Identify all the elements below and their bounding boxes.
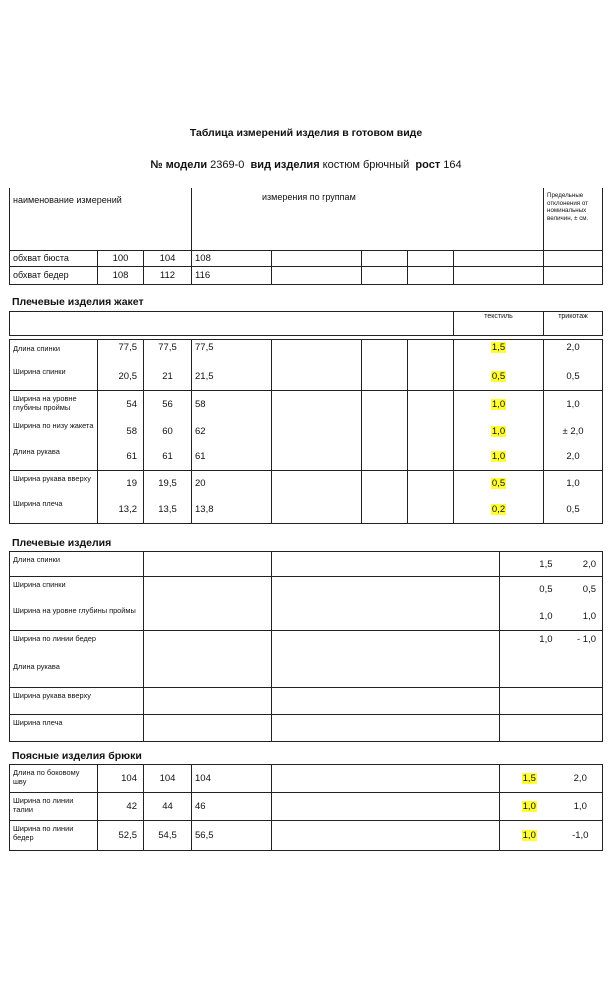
textile-value: 1,5: [522, 773, 536, 784]
table-row: [10, 266, 603, 284]
textile-cell: [454, 470, 544, 496]
value-cell: 20,5: [98, 364, 144, 390]
value-cell: 54,5: [144, 821, 192, 851]
model-label: № модели: [150, 159, 208, 171]
textile-value: 0,2: [491, 503, 506, 515]
textile-cell: 1,5: [500, 552, 559, 577]
textile-value: 1,0: [491, 451, 506, 463]
value-cell: 77,5: [192, 340, 272, 391]
value-cell: 116: [192, 266, 272, 284]
textile-cell: [454, 418, 544, 444]
groups-header: измерения по группам: [192, 188, 544, 250]
textile-cell: [454, 364, 544, 390]
knit-cell: 0,5: [544, 364, 603, 390]
height-label: рост: [415, 159, 441, 171]
empty-cell: [272, 266, 362, 284]
knit-cell: 1,0: [559, 793, 603, 821]
table-row: [10, 793, 603, 821]
document-title: Таблица измерений изделия в готовом виде: [189, 127, 423, 139]
empty-cell: [362, 444, 408, 470]
empty-cell: [362, 250, 408, 266]
table-row: [10, 470, 603, 496]
textile-cell: [500, 688, 559, 715]
table-row: [10, 390, 603, 418]
empty-cell: [272, 364, 362, 390]
knit-cell: 0,5: [544, 496, 603, 523]
value-cell: 104: [144, 765, 192, 793]
row-label: Ширина спинки: [10, 577, 144, 603]
value-cell: 13,2: [98, 496, 144, 523]
section-title-pants: Поясные изделия брюки: [12, 750, 142, 762]
knit-cell: 2,0: [559, 765, 603, 793]
value-cell: 20: [192, 470, 272, 496]
empty-cell: [362, 364, 408, 390]
textile-cell: 0,5: [500, 577, 559, 603]
value-cell: 77,5: [144, 340, 192, 391]
textile-cell: [500, 793, 559, 821]
height-value: 164: [443, 159, 462, 171]
empty-cell: [272, 688, 500, 715]
textile-cell: 1,0: [500, 631, 559, 659]
empty-cell: [272, 390, 362, 418]
empty-cell: [144, 577, 272, 603]
table-row: [10, 552, 603, 577]
knit-cell: 1,0: [544, 470, 603, 496]
empty-cell: [272, 793, 500, 821]
model-line: [0, 159, 612, 171]
row-label: Ширина рукава вверху: [10, 470, 98, 496]
value-cell: 46: [192, 793, 272, 821]
table-row: [10, 603, 603, 631]
textile-cell: 1,0: [500, 603, 559, 631]
knit-header: трикотаж: [544, 312, 603, 336]
empty-cell: [272, 250, 362, 266]
empty-cell: [272, 765, 500, 793]
empty-cell: [408, 470, 454, 496]
empty-cell: [362, 390, 408, 418]
empty-cell: [544, 266, 603, 284]
column-header-name: наименование измерений: [10, 188, 192, 250]
row-label: Ширина на уровне глубины проймы: [10, 390, 98, 418]
value-cell: 104: [98, 765, 144, 793]
textile-cell: [454, 390, 544, 418]
value-cell: 13,8: [192, 496, 272, 523]
textile-value: 1,0: [522, 830, 536, 841]
value-cell: 62: [192, 418, 272, 444]
table-row: [10, 631, 603, 659]
type-value: костюм брючный: [322, 159, 410, 171]
textile-value: 1,0: [491, 398, 506, 410]
row-label: Ширина рукава вверху: [10, 688, 144, 715]
empty-cell: [362, 496, 408, 523]
knit-cell: 1,0: [544, 390, 603, 418]
model-value: 2369-0: [210, 159, 245, 171]
empty-cell: [362, 470, 408, 496]
value-cell: 21,5: [192, 364, 272, 390]
empty-cell: [272, 552, 500, 577]
empty-cell: [272, 659, 500, 688]
row-label: Ширина по линии бедер: [10, 821, 98, 851]
row-label: Ширина спинки: [10, 364, 98, 390]
value-cell: 44: [144, 793, 192, 821]
empty-cell: [362, 418, 408, 444]
textile-cell: [500, 715, 559, 742]
value-cell: 104: [192, 765, 272, 793]
value-cell: 61: [192, 444, 272, 470]
textile-header: текстиль: [454, 312, 544, 336]
row-label: Длина по боковому шву: [10, 765, 98, 793]
value-cell: 112: [144, 266, 192, 284]
table-row: [10, 715, 603, 742]
row-label: Ширина по линии талии: [10, 793, 98, 821]
value-cell: 52,5: [98, 821, 144, 851]
empty-cell: [272, 496, 362, 523]
empty-cell: [272, 444, 362, 470]
textile-value: 0,5: [491, 477, 506, 489]
value-cell: 104: [144, 250, 192, 266]
empty-cell: [272, 470, 362, 496]
empty-cell: [144, 659, 272, 688]
value-cell: 108: [192, 250, 272, 266]
empty-cell: [272, 577, 500, 603]
empty-cell: [272, 821, 500, 851]
value-cell: 58: [98, 418, 144, 444]
textile-value: 1,0: [491, 425, 506, 437]
table-row: [10, 364, 603, 390]
knit-cell: - 1,0: [559, 631, 603, 659]
textile-value: 1,5: [491, 342, 506, 353]
value-cell: 61: [98, 444, 144, 470]
value-cell: 108: [98, 266, 144, 284]
knit-cell: [559, 659, 603, 688]
textile-cell: [454, 496, 544, 523]
row-label: Ширина по линии бедер: [10, 631, 144, 659]
empty-cell: [454, 250, 544, 266]
textile-cell: [454, 444, 544, 470]
knit-cell: 1,0: [559, 603, 603, 631]
empty-cell: [544, 250, 603, 266]
empty-cell: [454, 266, 544, 284]
empty-cell: [144, 552, 272, 577]
knit-cell: 2,0: [544, 444, 603, 470]
empty-cell: [408, 364, 454, 390]
shoulder-table: [9, 551, 603, 742]
row-label: Ширина на уровне глубины проймы: [10, 603, 144, 631]
table-row: [10, 418, 603, 444]
value-cell: 56: [144, 390, 192, 418]
type-label: вид изделия: [250, 159, 320, 171]
section-title-shoulder: Плечевые изделия: [12, 537, 112, 549]
pants-table: [9, 764, 603, 851]
jacket-table: [9, 311, 603, 336]
tolerance-header: Предельные отклонения от номинальных величин, ± см.: [544, 188, 603, 250]
row-label: Ширина плеча: [10, 496, 98, 523]
table-row: [10, 659, 603, 688]
knit-cell: 0,5: [559, 577, 603, 603]
empty-cell: [144, 603, 272, 631]
knit-cell: [559, 715, 603, 742]
knit-cell: 2,0: [544, 340, 603, 391]
knit-cell: -1,0: [559, 821, 603, 851]
textile-cell: [500, 659, 559, 688]
value-cell: 19,5: [144, 470, 192, 496]
table-row: [10, 688, 603, 715]
table-row: [10, 496, 603, 523]
value-cell: 21: [144, 364, 192, 390]
empty-cell: [362, 266, 408, 284]
empty-cell: [408, 444, 454, 470]
table-row: [10, 444, 603, 470]
table-row: [10, 821, 603, 851]
empty-cell: [408, 496, 454, 523]
value-cell: 56,5: [192, 821, 272, 851]
empty-cell: [272, 603, 500, 631]
empty-cell: [408, 390, 454, 418]
value-cell: 54: [98, 390, 144, 418]
textile-value: 1,0: [522, 801, 536, 812]
value-cell: 42: [98, 793, 144, 821]
row-label: Длина рукава: [10, 659, 144, 688]
value-cell: 100: [98, 250, 144, 266]
empty-cell: [408, 250, 454, 266]
top-measurements-table: [9, 188, 603, 285]
row-label: Ширина плеча: [10, 715, 144, 742]
empty-cell: [272, 631, 500, 659]
table-row: [10, 250, 603, 266]
value-cell: 77,5: [98, 340, 144, 391]
value-cell: 19: [98, 470, 144, 496]
row-label: обхват бедер: [10, 266, 98, 284]
empty-cell: [408, 266, 454, 284]
row-label: Длина спинки: [10, 340, 98, 391]
jacket-rows-table-2: [9, 364, 603, 524]
row-label: Длина рукава: [10, 444, 98, 470]
empty-cell: [272, 418, 362, 444]
value-cell: 58: [192, 390, 272, 418]
value-cell: 60: [144, 418, 192, 444]
empty-cell: [408, 418, 454, 444]
empty-cell: [144, 688, 272, 715]
table-row: [10, 765, 603, 793]
textile-cell: [500, 765, 559, 793]
section-title-jacket: Плечевые изделия жакет: [12, 296, 144, 308]
row-label: Длина спинки: [10, 552, 144, 577]
knit-cell: ± 2,0: [544, 418, 603, 444]
knit-cell: [559, 688, 603, 715]
textile-value: 0,5: [491, 371, 506, 383]
knit-cell: 2,0: [559, 552, 603, 577]
row-label: Ширина по низу жакета: [10, 418, 98, 444]
empty-cell: [144, 715, 272, 742]
empty-cell: [144, 631, 272, 659]
empty-cell: [10, 312, 454, 336]
textile-cell: [500, 821, 559, 851]
empty-cell: [272, 715, 500, 742]
value-cell: 61: [144, 444, 192, 470]
table-row: [10, 577, 603, 603]
row-label: обхват бюста: [10, 250, 98, 266]
value-cell: 13,5: [144, 496, 192, 523]
